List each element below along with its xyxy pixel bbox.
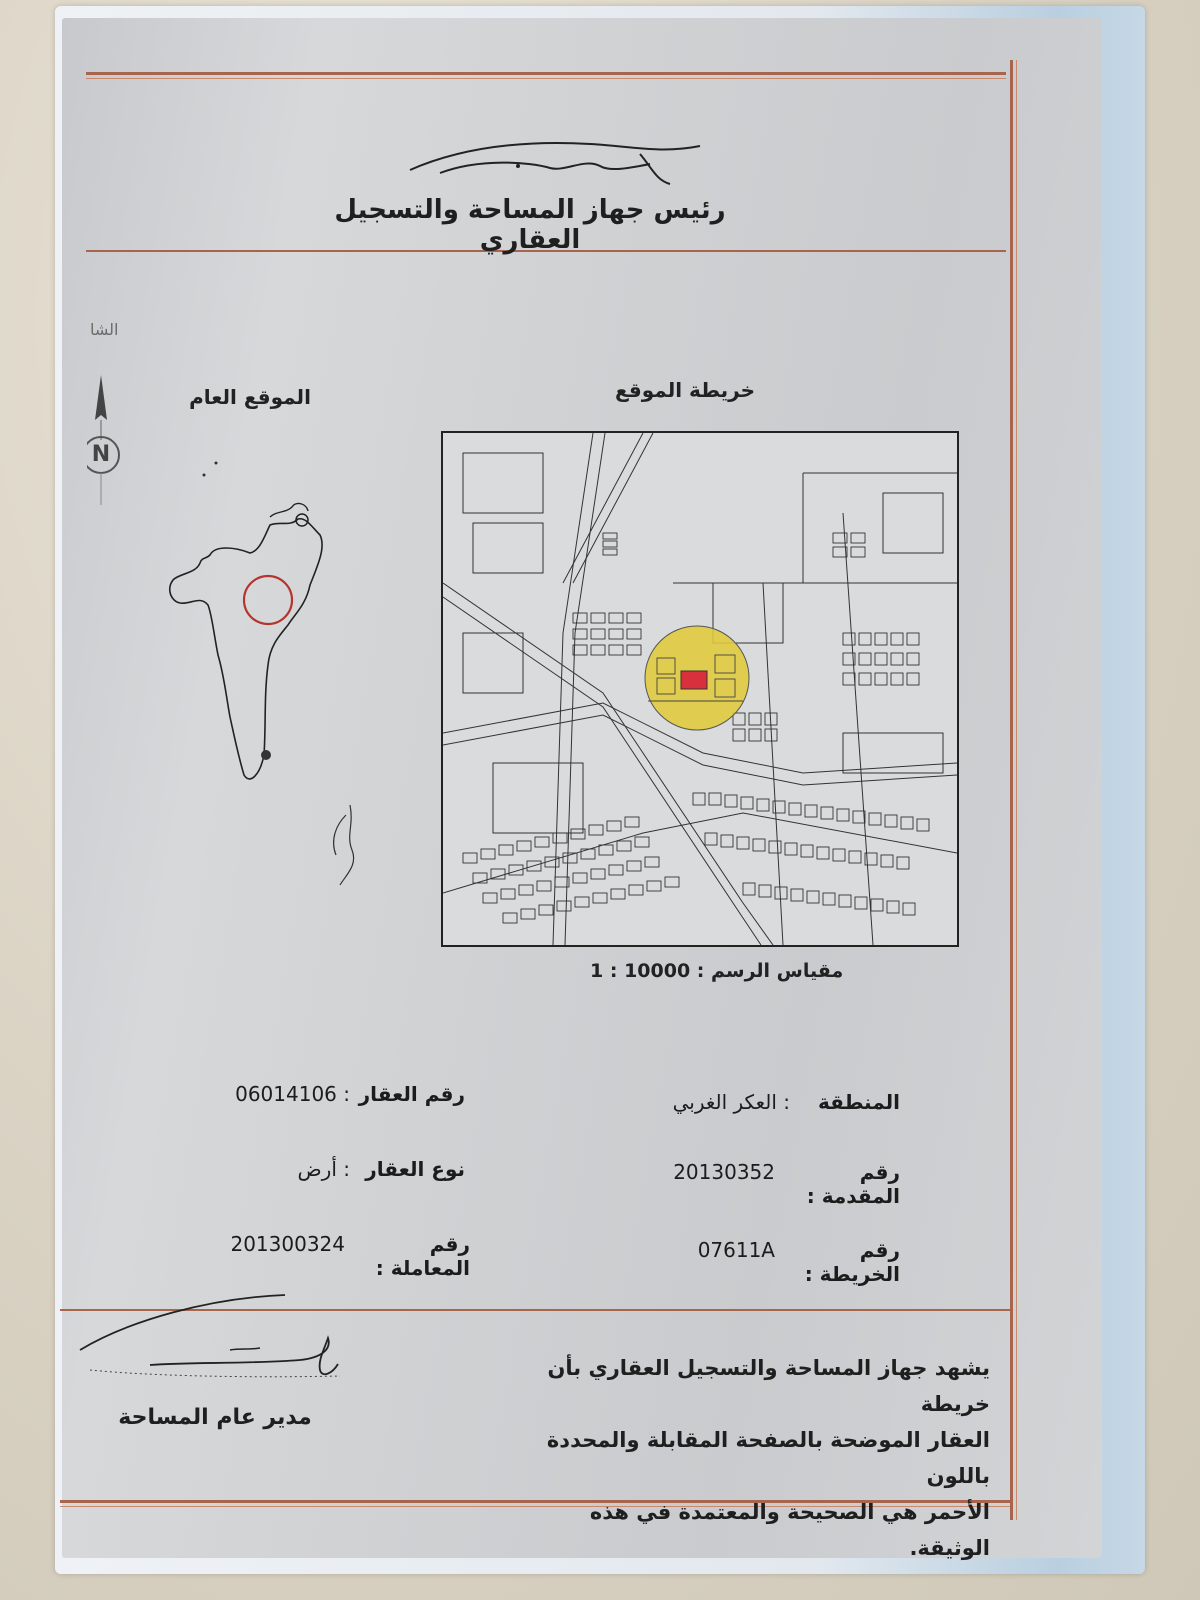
map-no-value: 07611A (697, 1238, 775, 1262)
frame-top-line (86, 72, 1006, 75)
certification-text (520, 1350, 990, 1566)
property-type-value: : أرض (297, 1157, 350, 1181)
request-no-value: 20130352 (673, 1160, 775, 1184)
edge-cut-text: الشا (90, 320, 119, 339)
property-type-label: نوع العقار (365, 1157, 465, 1181)
general-location-heading: الموقع العام (189, 385, 311, 409)
survey-director-title: مدير عام المساحة (118, 1405, 312, 1430)
chairman-title: رئيس جهاز المساحة والتسجيل العقاري (334, 195, 726, 255)
frame-right-line (1010, 60, 1013, 1520)
area-label: المنطقة (818, 1090, 900, 1114)
manager-signature (70, 1290, 360, 1400)
frame-top-inner-line (86, 78, 1006, 79)
chairman-signature (400, 128, 730, 198)
request-no-label: رقم المقدمة : (806, 1160, 900, 1208)
certification-line-1: يشهد جهاز المساحة والتسجيل العقاري بأن خريطة (547, 1356, 990, 1416)
frame-right-inner-line (1016, 60, 1017, 1520)
transaction-no-label: رقم المعاملة : (375, 1232, 470, 1280)
north-arrow (87, 375, 137, 505)
area-value: : العكر الغربي (672, 1090, 790, 1114)
north-label: N (91, 442, 111, 467)
transaction-no-value: 201300324 (230, 1232, 345, 1256)
island-location-map (140, 455, 380, 905)
certification-line-3: الأحمر هي الصحيحة والمعتمدة في هذه الوثيقة. (589, 1500, 990, 1560)
map-scale: مقياس الرسم : 10000 : 1 (590, 960, 844, 982)
site-map-heading: خريطة الموقع (614, 378, 755, 402)
site-map (441, 431, 959, 947)
certification-line-2: العقار الموضحة بالصفحة المقابلة والمحددة باللون (546, 1428, 990, 1488)
property-no-value: : 06014106 (235, 1082, 350, 1106)
property-no-label: رقم العقار (358, 1082, 465, 1106)
map-no-label: رقم الخريطة : (804, 1238, 900, 1286)
